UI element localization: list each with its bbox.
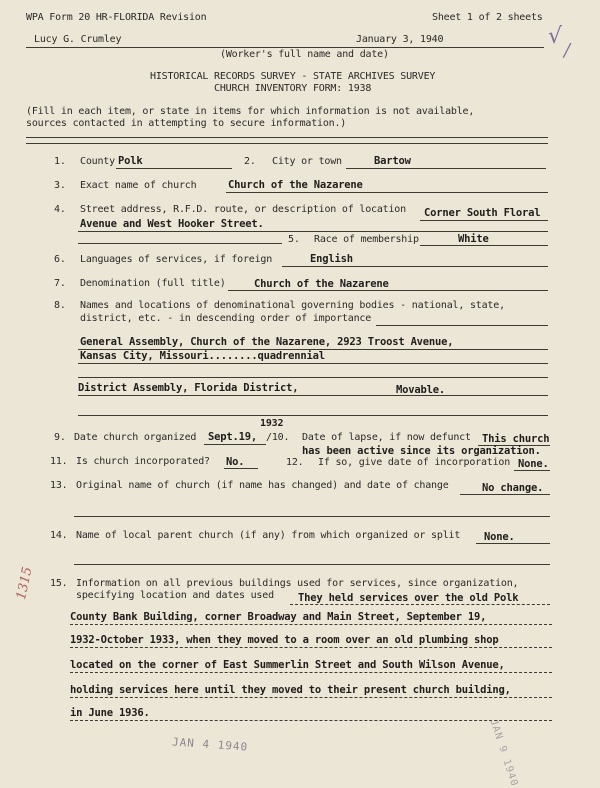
item-13-value: No change.: [482, 482, 544, 494]
item-2-value: Bartow: [374, 155, 411, 167]
item-14-line-2: [74, 564, 550, 565]
item-4-value-line-1: Corner South Floral: [424, 207, 541, 219]
received-stamp-rotated: JAN 9 1940: [487, 718, 520, 788]
item-15-value-line-1: They held services over the old Polk: [298, 592, 519, 604]
item-13-line-2: [74, 516, 550, 517]
form-title: CHURCH INVENTORY FORM: 1938: [214, 83, 372, 94]
item-15-line-2: [70, 624, 552, 625]
item-15-value-line-6: in June 1936.: [70, 707, 150, 719]
item-10-value-line-2: has been active since its organization.: [302, 445, 541, 457]
item-8-line-0: [376, 325, 548, 326]
item-3-label: Exact name of church: [80, 180, 197, 191]
item-7-value: Church of the Nazarene: [254, 278, 389, 290]
item-15-line-1: [290, 604, 550, 605]
divider-1: [26, 137, 548, 138]
received-stamp: JAN 4 1940: [171, 735, 249, 754]
item-15-line-3: [70, 647, 552, 648]
item-12-number: 12.: [286, 457, 304, 468]
item-8-line-3: [78, 377, 548, 378]
item-15-line-5: [70, 697, 552, 698]
survey-title: HISTORICAL RECORDS SURVEY - STATE ARCHIVES SURVEY: [150, 71, 436, 82]
item-8-value-line-4: Movable.: [396, 384, 445, 396]
form-id: WPA Form 20 HR-FLORIDA Revision: [26, 12, 207, 23]
item-7-label: Denomination (full title): [80, 278, 226, 289]
divider-2: [26, 143, 548, 144]
margin-note: 1315: [14, 565, 36, 602]
item-9-label: Date church organized: [74, 432, 197, 443]
item-5-value: White: [458, 233, 489, 245]
item-15-line-6: [70, 720, 552, 721]
item-13-number: 13.: [50, 480, 68, 491]
item-12-line: [514, 470, 550, 471]
item-12-value: None.: [518, 458, 549, 470]
item-15-number: 15.: [50, 578, 68, 589]
item-4-number: 4.: [54, 204, 66, 215]
item-8-label-line-1: Names and locations of denominational governing bodies - national, state,: [80, 300, 505, 311]
worker-name: Lucy G. Crumley: [34, 34, 122, 45]
item-3-number: 3.: [54, 180, 66, 191]
item-15-line-4: [70, 672, 552, 673]
item-1-label: County: [80, 156, 115, 167]
item-6-line: [282, 266, 548, 267]
item-6-value: English: [310, 253, 353, 265]
item-13-label: Original name of church (if name has changed) and date of change: [76, 480, 449, 491]
item-8-value-line-1: General Assembly, Church of the Nazarene, 2923 Troost Avenue,: [80, 336, 454, 348]
item-9-line: [204, 444, 266, 445]
item-4-line-3: [78, 243, 282, 244]
sheet-number: Sheet 1 of 2 sheets: [432, 12, 543, 23]
item-11-line: [224, 468, 258, 469]
instructions-line-1: (Fill in each item, or state in items for which information is not available,: [26, 106, 475, 117]
item-9-number: 9.: [54, 432, 66, 443]
item-12-label: If so, give date of incorporation: [318, 457, 511, 468]
worker-caption: (Worker's full name and date): [220, 49, 389, 60]
worker-line: [26, 47, 544, 48]
item-9-value: Sept.19,: [208, 431, 257, 443]
item-8-line-5: [78, 415, 548, 416]
item-14-line-1: [476, 543, 550, 544]
item-8-line-2: [78, 363, 548, 364]
item-5-label: Race of membership: [314, 234, 419, 245]
item-2-line: [346, 168, 546, 169]
item-13-line-1: [460, 494, 550, 495]
item-10-value-line-1: This church: [482, 433, 550, 445]
item-4-line-1: [420, 220, 548, 221]
item-6-label: Languages of services, if foreign: [80, 254, 273, 265]
item-11-value: No.: [226, 456, 245, 468]
item-15-label-line-1: Information on all previous buildings used for services, since organization,: [76, 578, 519, 589]
item-15-value-line-5: holding services here until they moved to their present church building,: [70, 684, 511, 696]
item-15-value-line-2: County Bank Building, corner Broadway and Main Street, September 19,: [70, 611, 487, 623]
instructions-line-2: sources contacted in attempting to secure information.): [26, 118, 347, 129]
item-1-value: Polk: [118, 155, 143, 167]
item-2-label: City or town: [272, 156, 342, 167]
item-9-year: 1932: [260, 418, 284, 429]
item-5-number: 5.: [288, 234, 300, 245]
item-8-label-line-2: district, etc. - in descending order of importance: [80, 313, 372, 324]
item-8-number: 8.: [54, 300, 66, 311]
item-14-value: None.: [484, 531, 515, 543]
item-14-number: 14.: [50, 530, 68, 541]
item-6-number: 6.: [54, 254, 66, 265]
item-8-value-line-3: District Assembly, Florida District,: [78, 382, 299, 394]
item-4-line-2: [78, 231, 548, 232]
item-8-line-4: [78, 395, 548, 396]
item-7-line: [228, 290, 548, 291]
check-mark: √: [548, 24, 563, 49]
item-15-label-line-2: specifying location and dates used: [76, 590, 274, 601]
worker-date: January 3, 1940: [356, 34, 444, 45]
item-3-value: Church of the Nazarene: [228, 179, 363, 191]
item-11-label: Is church incorporated?: [76, 456, 210, 467]
item-11-number: 11.: [50, 456, 68, 467]
item-7-number: 7.: [54, 278, 66, 289]
item-8-value-line-2: Kansas City, Missouri........quadrennial: [80, 350, 325, 362]
item-15-value-line-4: located on the corner of East Summerlin Street and South Wilson Avenue,: [70, 659, 505, 671]
slash-mark: /: [564, 40, 571, 61]
item-15-value-line-3: 1932-October 1933, when they moved to a room over an old plumbing shop: [70, 634, 499, 646]
item-4-label: Street address, R.F.D. route, or description of location: [80, 204, 406, 215]
item-3-line: [226, 192, 548, 193]
item-4-value-line-2: Avenue and West Hooker Street.: [80, 218, 264, 230]
item-14-label: Name of local parent church (if any) from which organized or split: [76, 530, 461, 541]
item-1-line: [116, 168, 232, 169]
item-2-number: 2.: [244, 156, 256, 167]
item-1-number: 1.: [54, 156, 66, 167]
item-10-label: Date of lapse, if now defunct: [302, 432, 471, 443]
item-5-line: [420, 245, 548, 246]
item-10-number: /10.: [266, 432, 290, 443]
